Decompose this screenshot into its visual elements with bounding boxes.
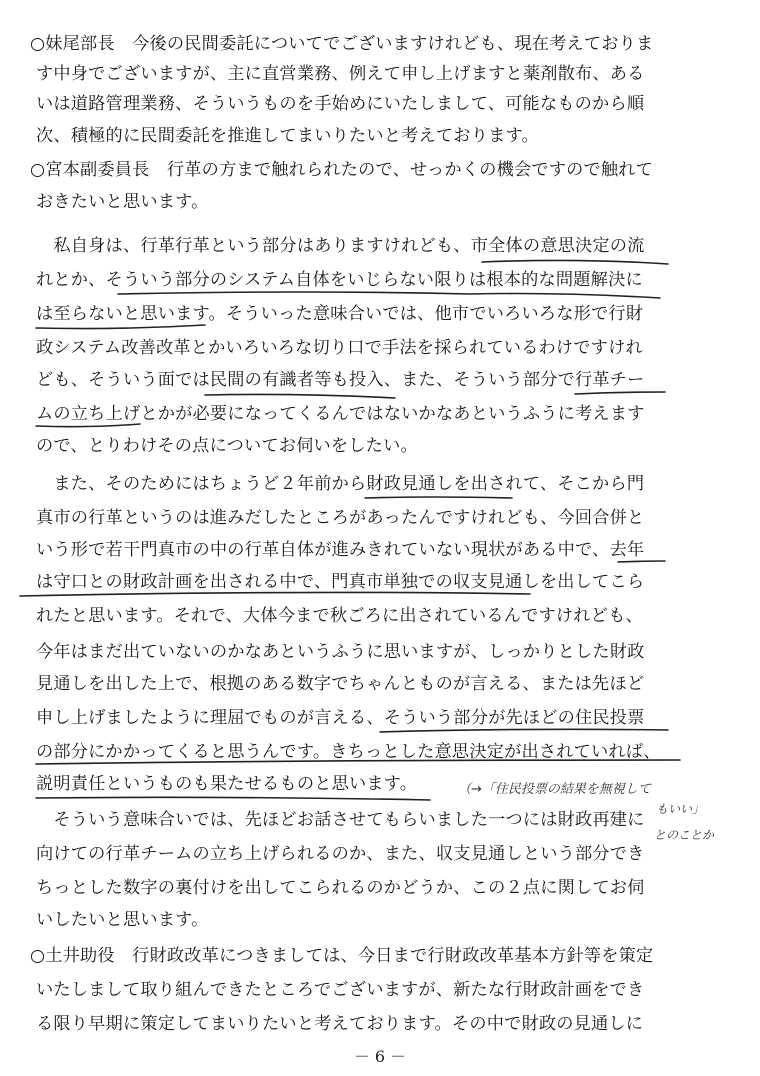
text-line: ○土井助役 行財政改革につきましては、今日まで行財政改革基本方針等を策定	[30, 946, 654, 966]
text-line: 真市の行革というのは進みだしたところがあったんですけれども、今回合併と	[36, 508, 645, 528]
underline-mark	[118, 292, 660, 298]
text-line: 見通しを出した上で、根拠のある数字でちゃんとものが言える、または先ほど	[36, 674, 645, 694]
text-line: いたしまして取り組んできたところでございますが、新たな行財政計画をでき	[36, 980, 645, 1000]
text-line: ムの立ち上げとかが必要になってくるんではないかなあというふうに考えます	[36, 404, 645, 424]
text-line: ので、とりわけその点についてお伺いをしたい。	[36, 436, 418, 456]
text-line: いは道路管理業務、そういうものを手始めにいたしまして、可能なものから順	[36, 94, 645, 114]
text-line: いしたいと思います。	[36, 910, 209, 930]
text-line: れたと思います。それで、大体今まで秋ごろに出されているんですけれども、	[36, 606, 643, 626]
text-line: は守口との財政計画を出される中で、門真市単独での収支見通しを出してこら	[36, 572, 645, 592]
text-line: ちっとした数字の裏付けを出してこられるのかどうか、この２点に関してお伺	[36, 878, 645, 898]
text-line: 説明責任というものも果たせるものと思います。	[36, 774, 418, 794]
text-line: おきたいと思います。	[36, 192, 209, 212]
page-number: － 6 －	[353, 1047, 407, 1066]
text-line: れとか、そういう部分のシステム自体をいじらない限りは根本的な問題解決に	[36, 270, 643, 290]
text-line: す中身でございますが、主に直営業務、例えて申し上げますと薬剤散布、ある	[36, 64, 645, 84]
underline-mark	[205, 394, 395, 398]
text-line: そういう意味合いでは、先ほどお話させてもらいました一つには財政再建に	[36, 810, 645, 830]
handwritten-note: もいい」	[656, 802, 705, 816]
text-line: いう形で若干門真市の中の行革自体が進みきれていない現状がある中で、去年	[36, 540, 645, 560]
text-line: は至らないと思います。そういった意味合いでは、他市でいろいろな形で行財	[36, 304, 644, 324]
handwritten-note: （→「住民投票の結果を無視して	[458, 782, 651, 797]
text-line: ○妹尾部長 今後の民間委託についてでございますけれども、現在考えておりま	[30, 34, 654, 54]
text-line: ○宮本副委員長 行革の方まで触れられたので、せっかくの機会ですので触れて	[30, 160, 654, 180]
text-line: 申し上げましたように理屈でものが言える、そういう部分が先ほどの住民投票	[36, 708, 645, 728]
underline-mark	[36, 797, 430, 800]
text-line: 向けての行革チームの立ち上げられるのか、また、収支見通しという部分でき	[36, 844, 645, 864]
text-line: 今年はまだ出ていないのかなあというふうに思いますが、しっかりとした財政	[36, 642, 645, 662]
text-line: る限り早期に策定してまいりたいと考えております。その中で財政の見通しに	[36, 1014, 644, 1034]
handwritten-note: とのことか	[654, 828, 715, 842]
text-line: の部分にかかってくると思うんです。きちっとした意思決定が出されていれば、	[36, 742, 661, 762]
text-line: ども、そういう面では民間の有識者等も投入、また、そういう部分で行革チー	[36, 370, 645, 390]
text-line: 政システム改善改革とかいろいろな切り口で手法を採られているわけですけれ	[36, 338, 643, 358]
text-line: 私自身は、行革行革という部分はありますけれども、市全体の意思決定の流	[36, 236, 645, 256]
underline-mark	[575, 392, 665, 394]
underline-mark	[482, 260, 668, 264]
text-line: また、そのためにはちょうど２年前から財政見通しを出されて、そこから門	[36, 474, 645, 494]
text-line: 次、積極的に民間委託を推進してまいりたいと考えております。	[36, 126, 539, 146]
underline-mark	[365, 497, 512, 498]
